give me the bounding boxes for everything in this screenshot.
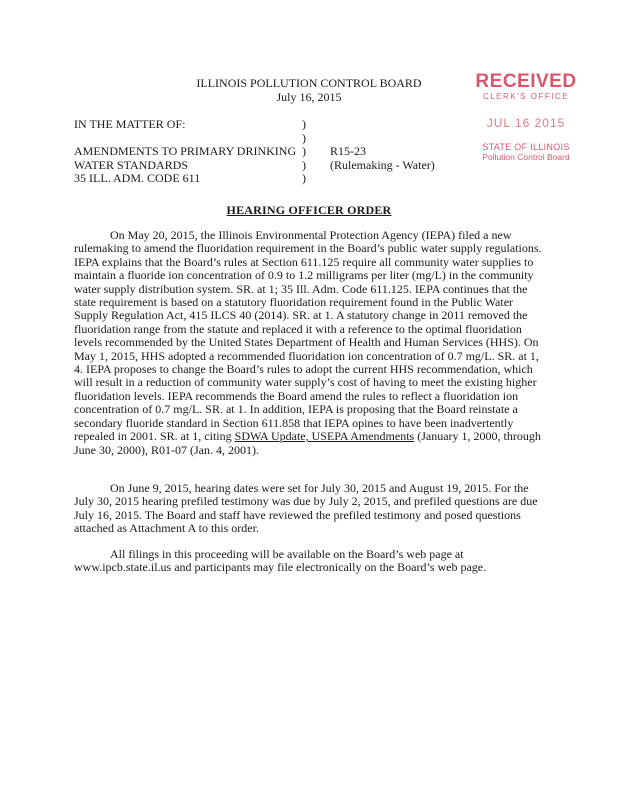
order-title xyxy=(0,203,618,218)
caption-left: IN THE MATTER OF: xyxy=(74,117,186,131)
paragraph-1-text: On May 20, 2015, the Illinois Environmental Protection Agency (IEPA) filed a new rulemaking to amend the fluoridation requirement in the Board’s public water supply regulations. IEPA explains that the Board’s rules at Section 611.125 require all community water supplies to maintain a fluoride ion concentration of 0.9 to 1.2 milligrams per liter (mg/L) in the community water supply distribution system. SR. at 1; 35 Ill. Adm. Code 611.125. IEPA continues that the state requirement is based on a statutory fluoridation requirement found in the Public Water Supply Regulation Act, 415 ILCS 40 (2014). SR. at 1. A statutory change in 2011 removed the fluoridation range from the statute and replaced it with a reference to the optimal fluoridation levels recommended by the United States Department of Health and Human Services (HHS). On May 1, 2015, HHS adopted a recommended fluoridation ion concentration of 0.7 mg/L. SR. at 1, 4. IEPA proposes to change the Board’s rules to adopt the current HHS recommendation, which will result in a reduction of community water supply’s cost of having to meet the existing higher fluoridation levels. IEPA recommends the Board amend the rules to reflect a fluoridation ion concentration of 0.7 mg/L. SR. at 1. In addition, IEPA is proposing that the Board reinstate a secondary fluoride standard in Section 611.858 that IEPA opines to have been inadvertently repealed in 2001. SR. at 1, citing xyxy=(74,228,542,444)
stamp-received: RECEIVED xyxy=(475,71,577,92)
stamp-office: CLERK'S OFFICE xyxy=(482,92,570,101)
caption-left: AMENDMENTS TO PRIMARY DRINKING xyxy=(74,144,297,158)
paragraph-2-text: On June 9, 2015, hearing dates were set for July 30, 2015 and August 19, 2015. For the July 30, 2015 hearing prefiled testimony was due by July 2, 2015, and prefiled questions are due July 16, 2015. The Board and staff have reviewed the prefiled testimony and posed questions attached as Attachment A to this order. xyxy=(74,481,538,536)
caption-paren: ) xyxy=(302,171,306,185)
received-stamp xyxy=(470,72,582,162)
caption-left: WATER STANDARDS xyxy=(74,157,189,172)
caption-left: 35 ILL. ADM. CODE 611 xyxy=(74,171,201,185)
caption-paren: ) xyxy=(302,117,306,131)
paragraph-3 xyxy=(74,548,548,575)
order-title-text: HEARING OFFICER ORDER xyxy=(226,203,392,217)
docket-number: R15-23 xyxy=(330,144,366,158)
caption-paren: ) xyxy=(302,130,306,145)
stamp-board: Pollution Control Board xyxy=(482,152,570,162)
paragraph-1-tail: (January 1, 2000, through June 30, 2000), R01-07 (Jan. 4, 2001). xyxy=(74,429,541,457)
caption-paren: ) xyxy=(302,157,306,172)
stamp-state: STATE OF ILLINOIS xyxy=(482,142,570,152)
paragraph-1 xyxy=(74,229,548,457)
order-date: July 16, 2015 xyxy=(276,90,342,104)
stamp-date: JUL 16 2015 xyxy=(486,116,566,130)
proceeding-type: (Rulemaking - Water) xyxy=(330,157,435,172)
caption-paren: ) xyxy=(302,144,306,158)
paragraph-2 xyxy=(74,482,548,536)
citation-link: SDWA Update, USEPA Amendments xyxy=(234,429,415,444)
agency-heading: ILLINOIS POLLUTION CONTROL BOARD xyxy=(196,76,422,90)
paragraph-3-text: All filings in this proceeding will be available on the Board’s web page at www.ipcb.state.il.us and participants may file electronically on the Board’s web page. xyxy=(74,547,487,575)
